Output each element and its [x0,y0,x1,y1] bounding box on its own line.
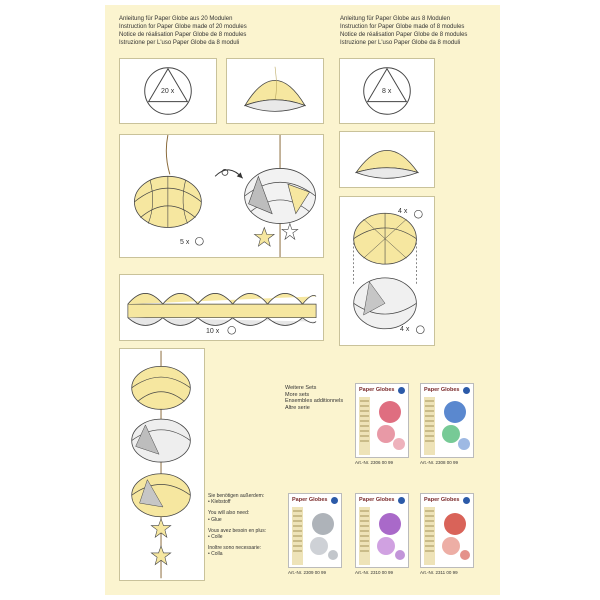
booklet-text-strip [292,507,303,565]
count-label-4-bottom: 4 x [400,326,410,333]
brand-logo-icon [331,497,338,504]
instruction-sheet [105,5,500,595]
product-booklet[interactable] [420,493,474,568]
booklet-title: Paper Globes [424,497,460,503]
header-line: Istruzione per L'uso Paper Globe da 8 moduli [119,40,240,46]
folded-module-illustration [340,132,434,187]
panel-hanging-chain [119,348,205,581]
header-line: Anleitung für Paper Globe aus 20 Modulen [119,16,233,22]
note-line: • Colla [208,551,223,558]
booklet-text-strip [359,507,370,565]
header-8-modules [340,15,467,47]
booklet-title: Paper Globes [359,497,395,503]
header-line: Notice de réalisation Paper Globe de 8 modules [340,32,468,38]
note-line: Inoltre sono necessarie: [208,545,262,552]
globe-assembly-illustration [120,135,323,257]
article-number: Art.-Nr. 2309 00 99 [288,570,327,575]
article-number: Art.-Nr. 2311 00 99 [420,570,458,575]
hanging-chain-illustration [120,349,204,580]
panel-garland-row [119,274,324,341]
panel-globe-assembly-20 [119,134,324,258]
sets-line: Weitere Sets [285,385,317,391]
sets-line: Ensembles additionnels [285,398,344,404]
booklet-globes-illustration [437,508,473,564]
booklet-title: Paper Globes [424,387,460,393]
booklet-text-strip [424,397,435,455]
note-line: Sie benötigen außerdem: [208,493,265,499]
booklet-globes-illustration [437,398,473,454]
product-booklet[interactable] [355,493,409,568]
brand-logo-icon [463,497,470,504]
note-line: • Glue [208,516,222,523]
panel-globe-assembly-8 [339,196,435,346]
brand-logo-icon [398,497,405,504]
article-number: Art.-Nr. 2306 00 99 [355,460,394,465]
booklet-title: Paper Globes [359,387,395,393]
note-line: You will also need: [208,510,250,517]
header-line: Istruzione per L'uso Paper Globe da 8 moduli [340,40,461,46]
product-booklet[interactable] [288,493,342,568]
booklet-globes-illustration [372,508,408,564]
header-20-modules [119,15,247,47]
booklet-text-strip [359,397,370,455]
panel-folded-module-8 [339,131,435,188]
count-label-5: 5 x [180,239,190,246]
booklet-title: Paper Globes [292,497,328,503]
globe-halves-illustration [340,197,434,345]
sets-line: Altre serie [285,404,310,411]
header-line: Instruction for Paper Globe made of 20 modules [119,24,247,30]
folded-module-illustration [227,59,323,123]
garland-row-illustration [120,275,323,340]
product-booklet[interactable] [355,383,409,458]
panel-folded-module-20 [226,58,324,124]
brand-logo-icon [463,387,470,394]
panel-circle-8 [339,58,435,124]
booklet-globes-illustration [305,508,341,564]
product-booklet[interactable] [420,383,474,458]
note-line: • Colle [208,534,223,541]
header-line: Notice de réalisation Paper Globe de 8 modules [119,32,247,38]
article-number: Art.-Nr. 2310 00 99 [355,570,394,575]
more-sets-label [285,385,343,411]
header-line: Anleitung für Paper Globe aus 8 Modulen [340,16,451,22]
note-line: • Klebstoff [208,499,231,506]
count-label-4-top: 4 x [398,208,408,215]
panel-circle-20 [119,58,217,124]
article-number: Art.-Nr. 2308 00 99 [420,460,459,465]
materials-needed [208,493,266,558]
booklet-globes-illustration [372,398,408,454]
header-line: Instruction for Paper Globe made of 8 modules [340,24,465,30]
count-label-20: 20 x [161,88,175,95]
note-line: Vous avez besoin en plus: [208,527,267,534]
count-label-8: 8 x [382,88,392,95]
count-label-10: 10 x [206,328,220,335]
sets-line: More sets [285,391,310,398]
booklet-text-strip [424,507,435,565]
brand-logo-icon [398,387,405,394]
